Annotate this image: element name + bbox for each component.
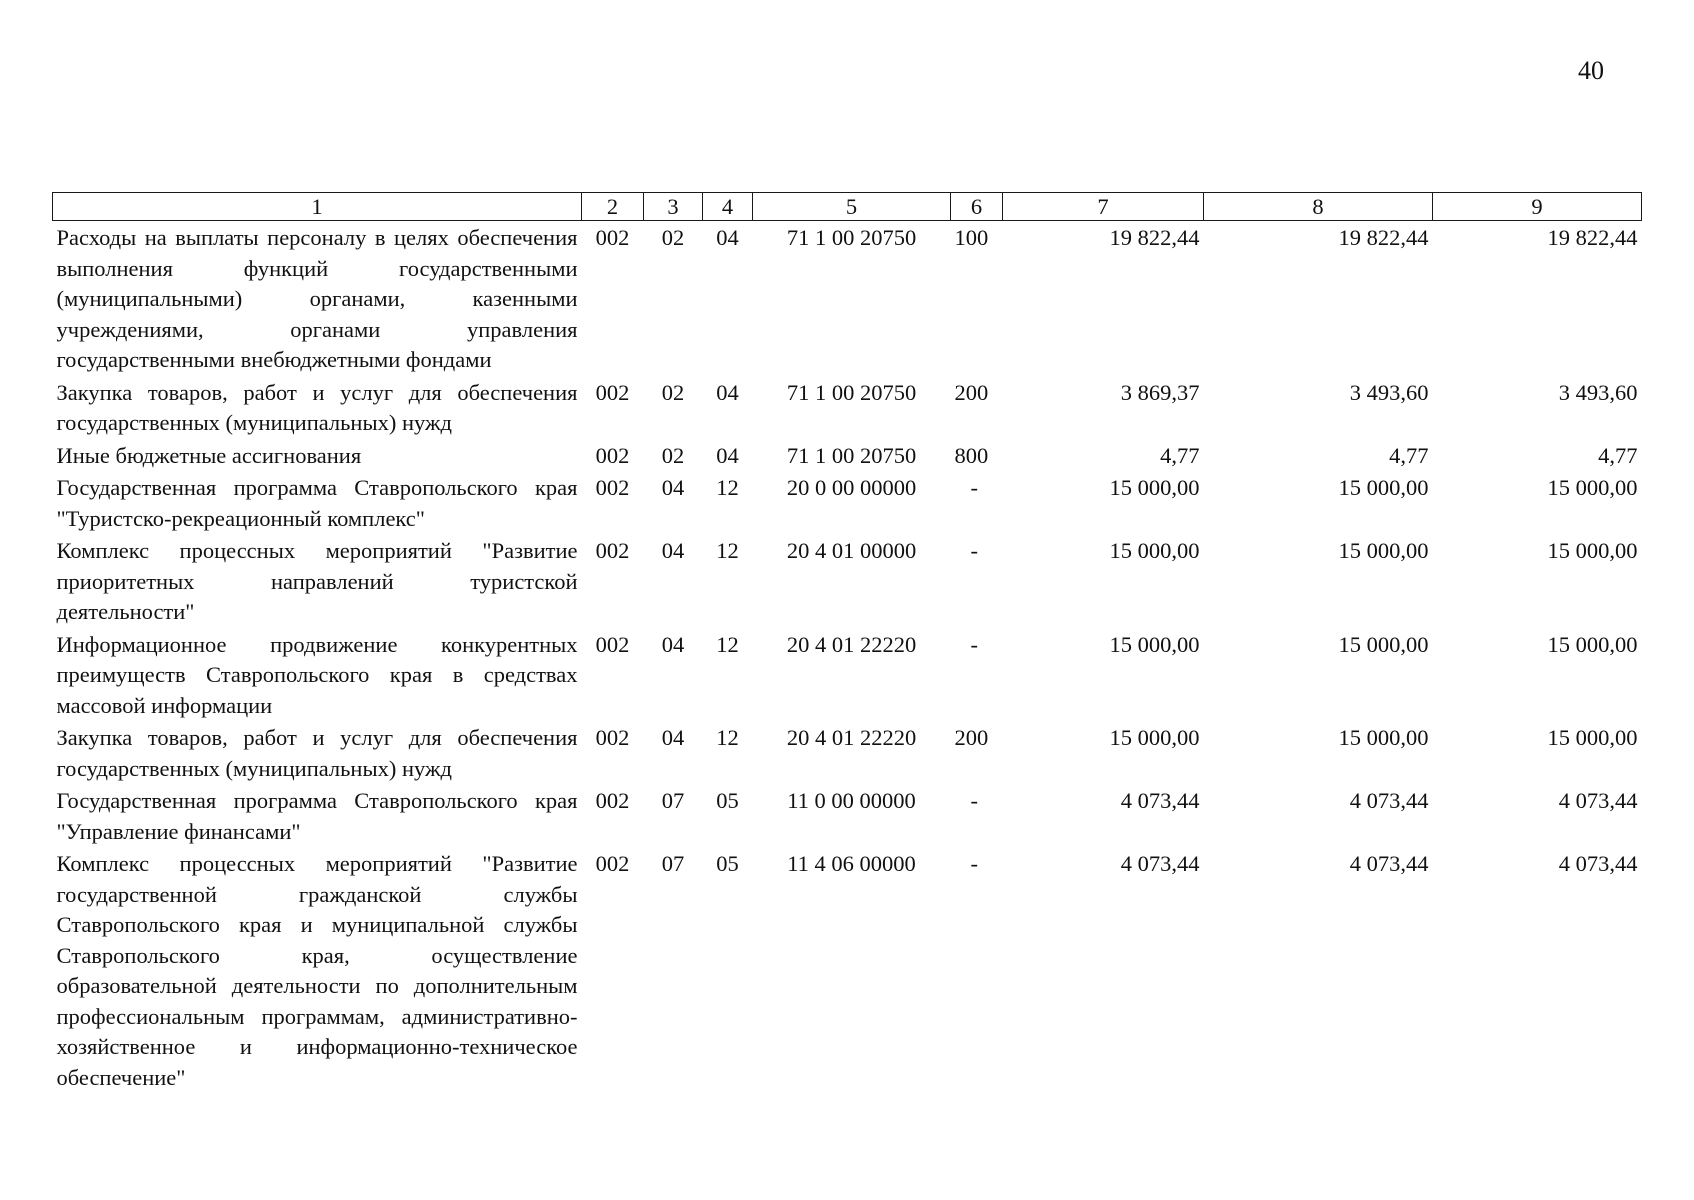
- header-col-1: 1: [53, 193, 582, 221]
- row-vr: 200: [954, 725, 989, 750]
- table-row: [53, 221, 1642, 376]
- table-row: [53, 534, 1642, 628]
- row-vr: 800: [954, 442, 989, 468]
- row-name: Государственная программа Ставропольского края "Туристско-рекреационный комплекс": [56, 475, 578, 531]
- row-sum-3: 15 000,00: [1547, 538, 1638, 563]
- row-vr: -: [970, 475, 978, 500]
- row-gr: 002: [595, 538, 630, 563]
- row-csr: 20 0 00 00000: [786, 475, 917, 500]
- row-pr: 12: [716, 538, 739, 563]
- header-col-3: 3: [644, 193, 703, 221]
- row-sum-2: 4,77: [1389, 442, 1429, 468]
- row-sum-1: 15 000,00: [1109, 725, 1200, 750]
- row-gr: 002: [595, 631, 630, 657]
- row-gr: 002: [595, 851, 630, 876]
- row-sum-3: 19 822,44: [1547, 225, 1638, 250]
- row-sum-2: 15 000,00: [1338, 631, 1429, 657]
- row-gr: 002: [595, 475, 630, 500]
- table-row: [53, 376, 1642, 439]
- row-sum-2: 4 073,44: [1349, 851, 1429, 876]
- row-sum-1: 4,77: [1160, 442, 1200, 468]
- row-rz: 02: [661, 225, 685, 250]
- row-rz: 07: [661, 788, 685, 813]
- table-row: [53, 439, 1642, 472]
- table-row: [53, 847, 1642, 1093]
- row-sum-3: 15 000,00: [1547, 475, 1638, 500]
- row-csr: 20 4 01 00000: [786, 538, 917, 563]
- row-pr: 12: [716, 631, 739, 657]
- header-col-5: 5: [753, 193, 951, 221]
- row-sum-1: 4 073,44: [1120, 851, 1200, 876]
- row-csr: 20 4 01 22220: [786, 725, 917, 750]
- row-name: Расходы на выплаты персоналу в целях обеспечения выполнения функций государственными (муниципальными) органами, казенными учреждениями, органами управления государственными внебюджетными фондами: [56, 225, 578, 372]
- row-name: Закупка товаров, работ и услуг для обеспечения государственных (муниципальных) нужд: [56, 379, 578, 435]
- row-sum-2: 15 000,00: [1338, 725, 1429, 750]
- row-csr: 11 0 00 00000: [787, 788, 916, 813]
- row-rz: 04: [661, 475, 685, 500]
- budget-table: [52, 192, 1642, 1093]
- row-sum-3: 4 073,44: [1558, 851, 1638, 876]
- row-gr: 002: [595, 725, 630, 750]
- row-pr: 12: [716, 475, 739, 500]
- row-csr: 71 1 00 20750: [786, 379, 917, 405]
- row-name: Комплекс процессных мероприятий "Развитие государственной гражданской службы Ставропольского края и муниципальной службы Ставропольского края, осуществление образовательной деятельности по дополнительным профессиональным программам, административно-хозяйственное и информационно-техническое обеспечение": [56, 851, 578, 1090]
- header-col-8: 8: [1204, 193, 1433, 221]
- row-sum-3: 3 493,60: [1558, 379, 1638, 405]
- header-col-7: 7: [1003, 193, 1204, 221]
- row-csr: 20 4 01 22220: [786, 631, 917, 657]
- row-vr: -: [970, 788, 978, 813]
- row-sum-3: 15 000,00: [1547, 725, 1638, 750]
- row-vr: 200: [954, 379, 989, 405]
- row-sum-3: 4 073,44: [1558, 788, 1638, 813]
- row-pr: 04: [716, 379, 739, 405]
- row-name: Комплекс процессных мероприятий "Развитие приоритетных направлений туристской деятельности": [56, 538, 578, 624]
- row-rz: 07: [661, 851, 685, 876]
- row-name: Иные бюджетные ассигнования: [56, 442, 362, 468]
- row-pr: 12: [716, 725, 739, 750]
- table-row: [53, 721, 1642, 784]
- row-sum-3: 15 000,00: [1547, 631, 1638, 657]
- row-name: Информационное продвижение конкурентных преимуществ Ставропольского края в средствах массовой информации: [56, 631, 578, 718]
- row-sum-1: 15 000,00: [1109, 538, 1200, 563]
- row-rz: 02: [661, 379, 685, 405]
- table-row: [53, 471, 1642, 534]
- row-rz: 02: [661, 442, 685, 468]
- header-col-2: 2: [582, 193, 644, 221]
- row-pr: 04: [716, 442, 739, 468]
- row-sum-2: 15 000,00: [1338, 538, 1429, 563]
- row-gr: 002: [595, 225, 630, 250]
- header-col-9: 9: [1433, 193, 1642, 221]
- row-sum-2: 19 822,44: [1338, 225, 1429, 250]
- row-sum-1: 19 822,44: [1109, 225, 1200, 250]
- row-rz: 04: [661, 725, 685, 750]
- row-sum-1: 15 000,00: [1109, 475, 1200, 500]
- row-gr: 002: [595, 379, 630, 405]
- row-pr: 04: [716, 225, 739, 250]
- table-header: [53, 193, 1642, 221]
- header-col-6: 6: [951, 193, 1003, 221]
- row-csr: 11 4 06 00000: [787, 851, 916, 876]
- table-row: [53, 784, 1642, 847]
- table-row: [53, 628, 1642, 722]
- row-csr: 71 1 00 20750: [786, 225, 917, 250]
- header-col-4: 4: [703, 193, 753, 221]
- row-pr: 05: [716, 851, 739, 876]
- row-name: Закупка товаров, работ и услуг для обеспечения государственных (муниципальных) нужд: [56, 725, 578, 781]
- table-body: [53, 221, 1642, 1094]
- row-sum-2: 3 493,60: [1349, 379, 1429, 405]
- page-number: 40: [1578, 56, 1604, 85]
- row-vr: 100: [954, 225, 989, 250]
- row-rz: 04: [661, 631, 685, 657]
- row-sum-1: 15 000,00: [1109, 631, 1200, 657]
- row-csr: 71 1 00 20750: [786, 442, 917, 468]
- row-name: Государственная программа Ставропольского края "Управление финансами": [56, 788, 578, 844]
- row-sum-2: 15 000,00: [1338, 475, 1429, 500]
- row-vr: -: [970, 631, 978, 657]
- row-gr: 002: [595, 442, 630, 468]
- row-vr: -: [970, 538, 978, 563]
- row-rz: 04: [661, 538, 685, 563]
- row-sum-1: 4 073,44: [1120, 788, 1200, 813]
- header-row: [53, 193, 1642, 221]
- row-sum-1: 3 869,37: [1120, 379, 1200, 405]
- row-pr: 05: [716, 788, 739, 813]
- row-sum-3: 4,77: [1598, 442, 1638, 468]
- row-gr: 002: [595, 788, 630, 813]
- row-vr: -: [970, 851, 978, 876]
- row-sum-2: 4 073,44: [1349, 788, 1429, 813]
